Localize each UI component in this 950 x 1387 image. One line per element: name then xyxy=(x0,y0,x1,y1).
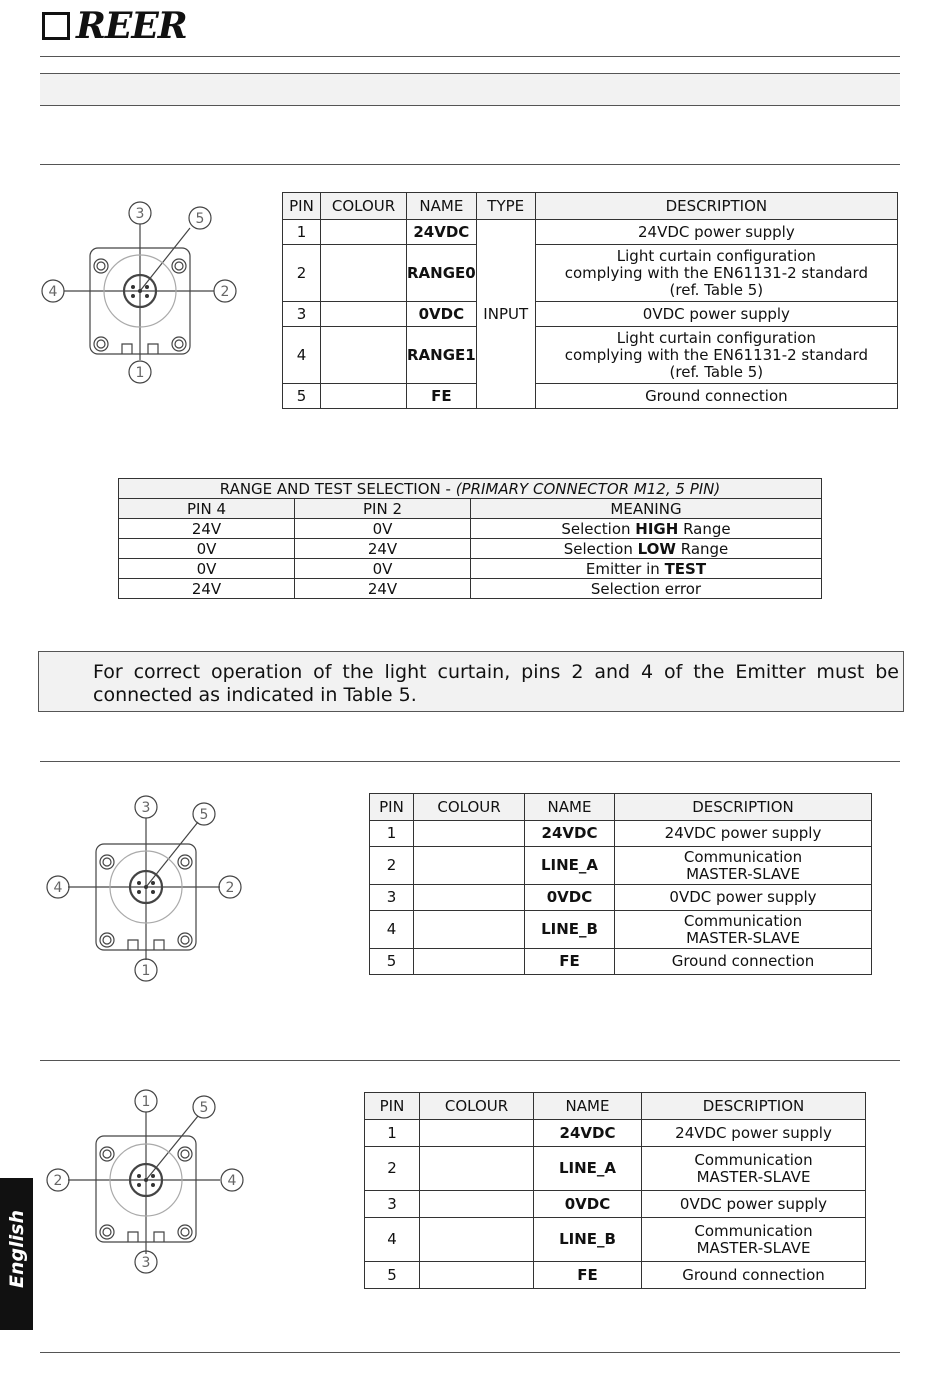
colour-cell xyxy=(321,302,407,327)
colour-cell xyxy=(414,949,525,975)
range-table-title xyxy=(119,479,822,499)
meaning-cell: Selection error xyxy=(471,579,822,599)
colour-cell xyxy=(414,911,525,949)
name-cell: FE xyxy=(525,949,615,975)
pin-cell: 1 xyxy=(365,1120,420,1147)
pin-cell: 2 xyxy=(365,1147,420,1191)
description-line: Light curtain configuration xyxy=(616,246,816,265)
meaning-cell: Emitter in TEST xyxy=(471,559,822,579)
description-cell: Communication MASTER-SLAVE xyxy=(615,911,872,949)
col-header: DESCRIPTION xyxy=(535,193,897,220)
pin-label: 1 xyxy=(141,1094,151,1110)
description-cell: 0VDC power supply xyxy=(615,885,872,911)
pin4-cell: 24V xyxy=(119,519,295,539)
pin-label: 4 xyxy=(227,1173,237,1189)
colour-cell xyxy=(420,1120,534,1147)
name-cell: FE xyxy=(407,384,477,409)
pin-cell: 1 xyxy=(283,220,321,245)
description-cell: 24VDC power supply xyxy=(615,821,872,847)
description-line: Light curtain configuration xyxy=(616,328,816,347)
col-header: PIN 2 xyxy=(295,499,471,519)
pin-label: 2 xyxy=(53,1173,63,1189)
colour-cell xyxy=(420,1218,534,1262)
pin-label: 4 xyxy=(48,284,58,300)
pin-cell: 5 xyxy=(283,384,321,409)
description-line: complying with the EN61131-2 standard xyxy=(564,263,868,282)
table-row xyxy=(370,821,872,847)
col-header: MEANING xyxy=(471,499,822,519)
pin4-cell: 0V xyxy=(119,539,295,559)
col-header: COLOUR xyxy=(420,1093,534,1120)
table-row xyxy=(283,302,898,327)
name-cell: LINE_A xyxy=(525,847,615,885)
name-cell: LINE_B xyxy=(525,911,615,949)
description-cell: 24VDC power supply xyxy=(642,1120,866,1147)
pin4-cell: 0V xyxy=(119,559,295,579)
col-header: NAME xyxy=(525,794,615,821)
description-line: (ref. Table 5) xyxy=(669,362,764,381)
colour-cell xyxy=(414,847,525,885)
type-cell: INPUT xyxy=(476,220,535,409)
logo-text: REER xyxy=(76,5,187,47)
pin2-cell: 0V xyxy=(295,559,471,579)
name-cell: LINE_A xyxy=(534,1147,642,1191)
description-line: complying with the EN61131-2 standard xyxy=(564,345,868,364)
table-row xyxy=(119,579,822,599)
pin-cell: 1 xyxy=(370,821,414,847)
pin-cell: 5 xyxy=(365,1262,420,1289)
name-cell: 24VDC xyxy=(407,220,477,245)
section-title-band xyxy=(40,73,900,106)
col-header: DESCRIPTION xyxy=(642,1093,866,1120)
pin-cell: 4 xyxy=(370,911,414,949)
colour-cell xyxy=(420,1191,534,1218)
name-cell: 0VDC xyxy=(407,302,477,327)
connector2-pinout-table xyxy=(369,793,872,975)
col-header: PIN xyxy=(365,1093,420,1120)
colour-cell xyxy=(321,384,407,409)
table-row xyxy=(119,519,822,539)
table-row xyxy=(283,245,898,302)
section-divider xyxy=(40,1060,900,1061)
table-row xyxy=(370,885,872,911)
connector1-diagram xyxy=(38,196,242,386)
table-row xyxy=(365,1262,866,1289)
table-row xyxy=(283,327,898,384)
col-header: NAME xyxy=(407,193,477,220)
table-row xyxy=(365,1218,866,1262)
pin4-cell: 24V xyxy=(119,579,295,599)
table-row xyxy=(370,847,872,885)
name-cell: RANGE0 xyxy=(407,245,477,302)
description-cell: 24VDC power supply xyxy=(535,220,897,245)
pin-label: 5 xyxy=(195,211,205,227)
table-row xyxy=(283,384,898,409)
colour-cell xyxy=(414,821,525,847)
meaning-cell: Selection HIGH Range xyxy=(471,519,822,539)
table-row xyxy=(283,220,898,245)
pin-label: 4 xyxy=(53,880,63,896)
range-test-selection-table xyxy=(118,478,822,599)
name-cell: LINE_B xyxy=(534,1218,642,1262)
col-header: PIN xyxy=(283,193,321,220)
pin-label: 3 xyxy=(141,800,151,816)
colour-cell xyxy=(420,1147,534,1191)
pin-cell: 2 xyxy=(370,847,414,885)
description-line: (ref. Table 5) xyxy=(669,280,764,299)
table-row xyxy=(370,949,872,975)
meaning-cell: Selection LOW Range xyxy=(471,539,822,559)
colour-cell xyxy=(321,245,407,302)
pin-label: 3 xyxy=(135,206,145,222)
pin-label: 1 xyxy=(135,365,145,381)
col-header: NAME xyxy=(534,1093,642,1120)
pin2-cell: 24V xyxy=(295,539,471,559)
col-header: COLOUR xyxy=(321,193,407,220)
table-row xyxy=(365,1147,866,1191)
section-divider xyxy=(40,164,900,165)
section-divider xyxy=(40,761,900,762)
pin2-cell: 24V xyxy=(295,579,471,599)
description-cell: 0VDC power supply xyxy=(642,1191,866,1218)
reer-logo xyxy=(42,6,202,46)
description-cell: 0VDC power supply xyxy=(535,302,897,327)
description-cell: Communication MASTER-SLAVE xyxy=(615,847,872,885)
header-rule xyxy=(40,56,900,57)
table-row xyxy=(365,1120,866,1147)
table-row xyxy=(119,539,822,559)
name-cell: RANGE1 xyxy=(407,327,477,384)
col-header: PIN 4 xyxy=(119,499,295,519)
note-box xyxy=(38,651,904,712)
name-cell: 0VDC xyxy=(525,885,615,911)
pin-label: 5 xyxy=(199,807,209,823)
language-label: English xyxy=(6,1210,28,1288)
pin-label: 2 xyxy=(220,284,230,300)
connector3-diagram xyxy=(44,1088,248,1278)
pin-label: 3 xyxy=(141,1255,151,1271)
note-text: For correct operation of the light curtain, pins 2 and 4 of the Emitter must be connected as indicated in Table 5. xyxy=(93,661,899,706)
description-cell xyxy=(535,327,897,384)
footer-rule xyxy=(40,1352,900,1353)
name-cell: FE xyxy=(534,1262,642,1289)
pin-cell: 3 xyxy=(365,1191,420,1218)
name-cell: 24VDC xyxy=(525,821,615,847)
table-row xyxy=(365,1191,866,1218)
connector1-pinout-table xyxy=(282,192,898,409)
pin-cell: 2 xyxy=(283,245,321,302)
description-cell: Communication MASTER-SLAVE xyxy=(642,1147,866,1191)
colour-cell xyxy=(414,885,525,911)
pin-cell: 5 xyxy=(370,949,414,975)
connector2-diagram xyxy=(44,794,248,984)
pin2-cell: 0V xyxy=(295,519,471,539)
description-cell: Ground connection xyxy=(615,949,872,975)
name-cell: 24VDC xyxy=(534,1120,642,1147)
table-row xyxy=(370,911,872,949)
pin-cell: 3 xyxy=(283,302,321,327)
connector3-pinout-table xyxy=(364,1092,866,1289)
table-row xyxy=(119,559,822,579)
colour-cell xyxy=(420,1262,534,1289)
colour-cell xyxy=(321,327,407,384)
range-title-text: RANGE AND TEST SELECTION - xyxy=(219,479,456,498)
colour-cell xyxy=(321,220,407,245)
language-side-tab xyxy=(0,1178,33,1330)
description-cell xyxy=(535,245,897,302)
range-title-italic: (PRIMARY CONNECTOR M12, 5 PIN) xyxy=(455,479,721,498)
col-header: COLOUR xyxy=(414,794,525,821)
pin-cell: 3 xyxy=(370,885,414,911)
col-header: DESCRIPTION xyxy=(615,794,872,821)
description-cell: Communication MASTER-SLAVE xyxy=(642,1218,866,1262)
logo-mark-icon xyxy=(42,12,70,40)
description-cell: Ground connection xyxy=(535,384,897,409)
pin-label: 2 xyxy=(225,880,235,896)
pin-label: 5 xyxy=(199,1100,209,1116)
col-header: PIN xyxy=(370,794,414,821)
pin-label: 1 xyxy=(141,963,151,979)
pin-cell: 4 xyxy=(365,1218,420,1262)
name-cell: 0VDC xyxy=(534,1191,642,1218)
description-cell: Ground connection xyxy=(642,1262,866,1289)
col-header: TYPE xyxy=(476,193,535,220)
pin-cell: 4 xyxy=(283,327,321,384)
